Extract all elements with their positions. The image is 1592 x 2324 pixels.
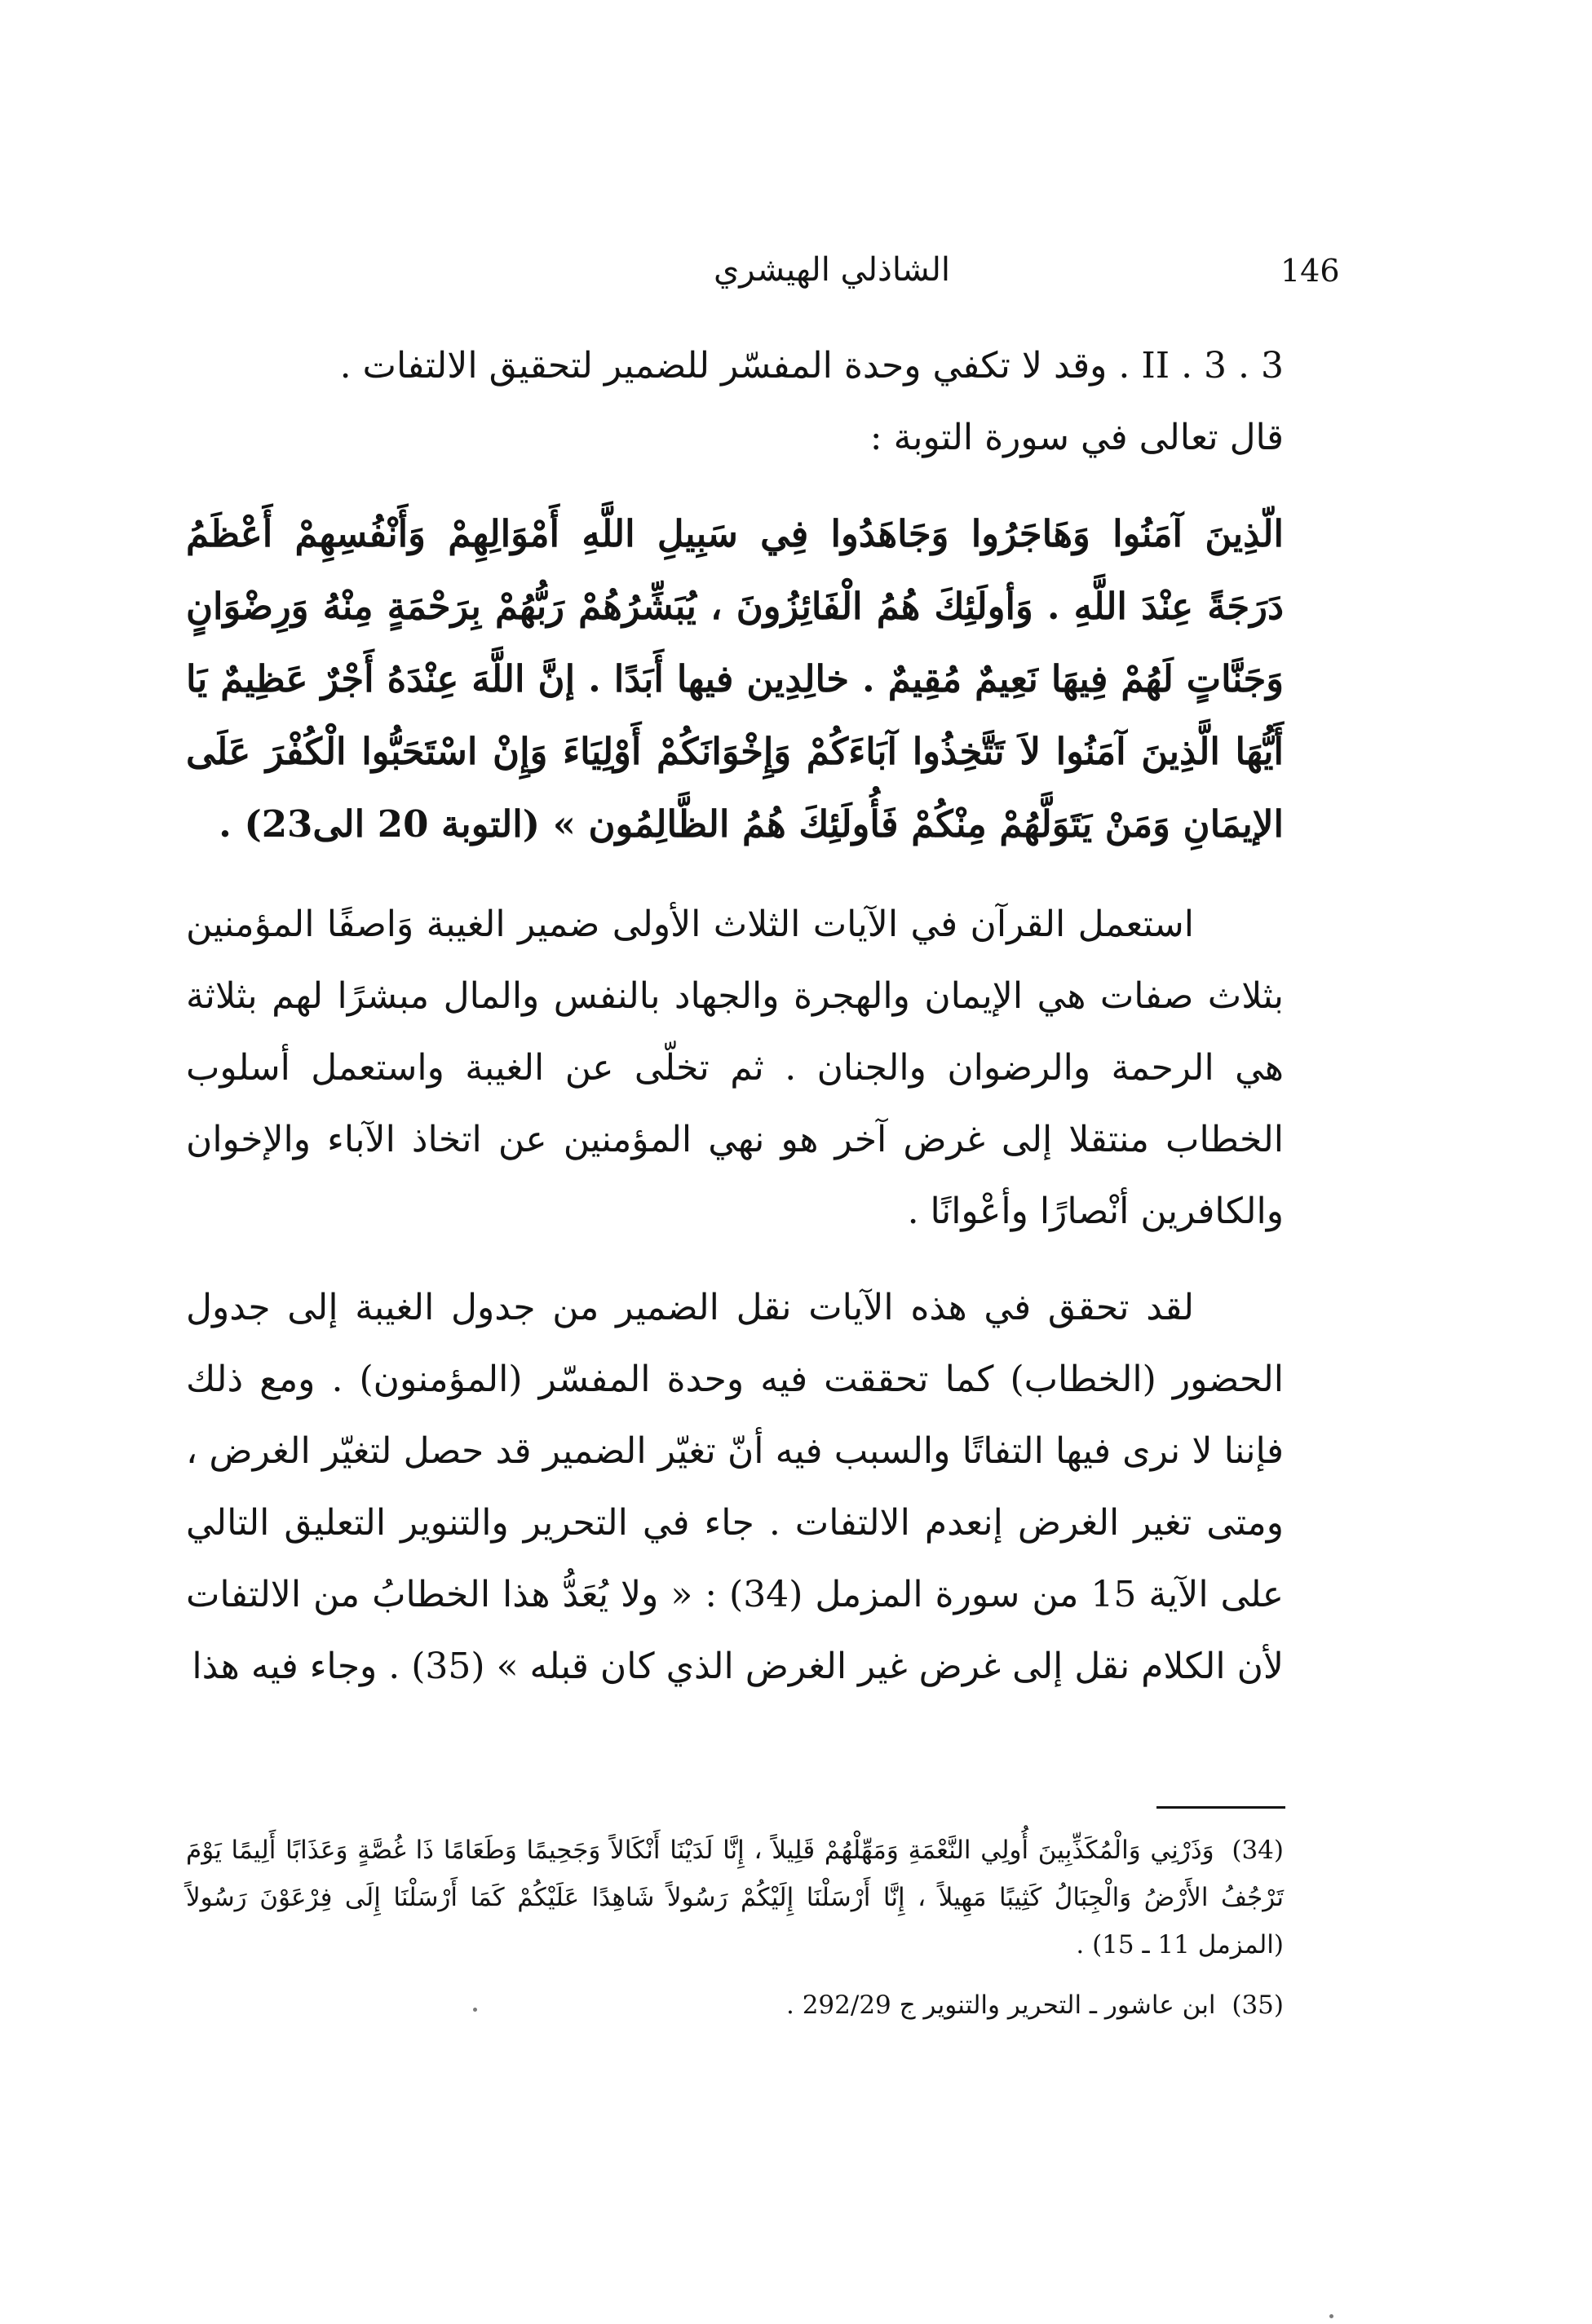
page-header <box>179 245 1340 310</box>
section-intro <box>186 330 1284 474</box>
footnote-number: (34) <box>1232 1836 1285 1865</box>
section-heading-line: II . 3 . 3 . وقد لا تكفي وحدة المفسّر للضمير لتحقيق الالتفات . <box>339 345 1284 387</box>
footnote-text: ابن عاشور ـ التحرير والتنوير ج 292/29 . <box>785 1990 1216 2020</box>
scan-speck <box>1329 2314 1333 2318</box>
footnote-35 <box>186 1982 1284 2029</box>
footnotes <box>186 1827 1284 2029</box>
running-head: الشاذلي الهيشري <box>713 251 951 289</box>
paragraph-analysis: استعمل القرآن في الآيات الثلاث الأولى ضمير الغيبة وَاصفًا المؤمنين بثلاث صفات هي الإيمان والهجرة والجهاد بالنفس والمال مبشرًا لهم بثلاثة هي الرحمة والرضوان والجنان . ثم تخلّى عن الغيبة واستعمل أسلوب الخطاب منتقلا إلى غرض آخر هو نهي المؤمنين عن اتخاذ الآباء والإخوان والكافرين أنْصارًا وأعْوانًا . <box>186 904 1284 1232</box>
paragraph-discussion: لقد تحقق في هذه الآيات نقل الضمير من جدول الغيبة إلى جدول الحضور (الخطاب) كما تحققت فيه وحدة المفسّر (المؤمنون) . ومع ذلك فإننا لا نرى فيها التفاتًا والسبب فيه أنّ تغيّر الضمير قد حصل لتغيّر الغرض ، ومتى تغير الغرض إنعدم الالتفات . جاء في التحرير والتنوير التعليق التالي على الآية 15 من سورة المزمل (34) : « ولا يُعَدُّ هذا الخطابُ من الالتفات لأن الكلام نقل إلى غرض غير الغرض الذي كان قبله » (35) . وجاء فيه هذا <box>186 1287 1285 1687</box>
quote-intro-line: قال تعالى في سورة التوبة : <box>869 417 1284 458</box>
footnote-divider <box>1156 1806 1285 1809</box>
footnote-number: (35) <box>1232 1990 1284 2020</box>
page-number: 146 <box>1280 253 1340 289</box>
footnote-34 <box>186 1827 1284 1968</box>
quran-quotation: الّذِينَ آمَنُوا وَهَاجَرُوا وَجَاهَدُوا فِي سَبِيلِ اللَّهِ أَمْوَالِهِمْ وَأَنْفُسِهِمْ أَعْظَمُ دَرَجَةً عِنْدَ اللَّهِ . وَأولَئِكَ هُمُ الْفَائِزُونَ ، يُبَشِّرُهُمْ رَبُّهُمْ بِرَحْمَةٍ مِنْهُ وَرِضْوَانٍ وَجَنَّاتٍ لَهُمْ فِيهَا نَعِيمٌ مُقِيمٌ . خالِدِين فيها أَبَدًا . إنَّ اللَّهَ عِنْدَهُ أَجْرٌ عَظِيمٌ يَا أَيُّهَا الَّذِينَ آمَنُوا لاَ تَتَّخِذُوا آبَاءَكُمْ وَإِخْوَانَكُمْ أَوْلِيَاءَ وَإِنْ اسْتَحَبُّوا الْكُفْرَ عَلَى الإيمَانِ وَمَنْ يَتَوَلَّهُمْ مِنْكُمْ فَأُولَئِكَ هُمُ الظَّالِمُون » (التوبة 20 الى23) . <box>186 512 1284 846</box>
footnote-text: وَذَرْنِي وَالْمُكَذِّبِينَ أُولِي النَّعْمَةِ وَمَهِّلْهُمْ قَلِيلاً ، إِنَّا لَدَيْنَا أَنْكَالاً وَجَحِيمًا وَطَعَامًا ذَا غُصَّةٍ وَعَذَابًا أَلِيمًا يَوْمَ تَرْجُفُ الأَرْضُ وَالْجِبَالُ كَثِيبًا مَهِيلاً ، إِنَّا أَرْسَلْنَا إِلَيْكُمْ رَسُولاً شَاهِدًا عَلَيْكُمْ كَمَا أَرْسَلْنَا إِلَى فِرْعَوْنَ رَسُولاً (المزمل 11 ـ 15) . <box>186 1836 1284 1959</box>
scan-speck <box>473 2008 477 2012</box>
